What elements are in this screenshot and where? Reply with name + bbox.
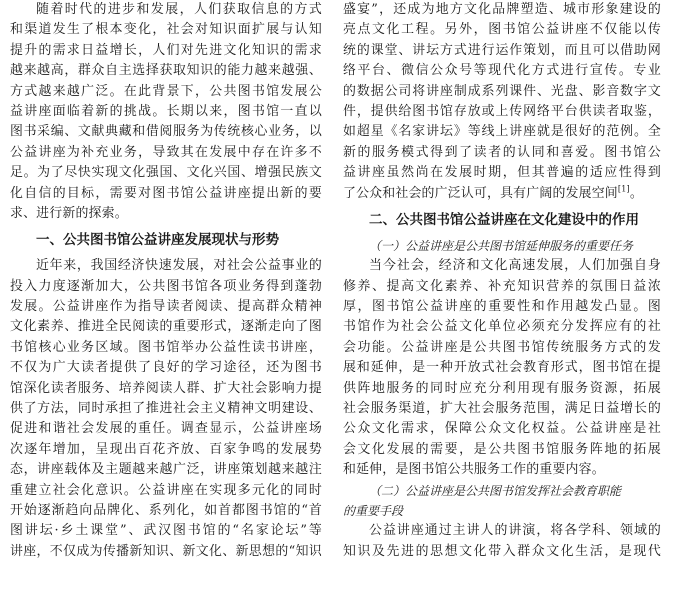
subsection-heading-1: （一）公益讲座是公共图书馆延伸服务的重要任务 (369, 238, 634, 253)
subsection-heading-2-cont: 的重要手段 (343, 503, 404, 518)
text-line: 方式越来越广泛。在此背景下，公共图书馆发展公 (10, 83, 322, 99)
text-line: 图书采编、文献典藏和借阅服务为传统核心业务，以 (10, 124, 322, 140)
text-line-body: 了公众和社会的广泛认可，具有广阔的发展空间 (343, 185, 618, 201)
text-line: 书馆核心业务区域。图书馆举办公益性读书讲座， (10, 339, 322, 355)
text-line: 和渠道发生了根本变化，社会对知识面扩展与认知 (10, 22, 322, 38)
section-heading-2 (343, 204, 661, 236)
section-heading-1 (10, 224, 322, 256)
text-line: 知识及先进的思想文化带入群众文化生活，是现代 (343, 543, 661, 559)
text-line: 和延伸，是图书馆公共服务工作的重要内容。 (343, 462, 605, 478)
text-line: 如超星《名家讲坛》等线上讲座就是很好的范例。全 (343, 124, 661, 140)
text-line: 供阵地服务的同时应充分利用现有服务资源，拓展 (343, 380, 661, 396)
text-line: 公益讲座为补充业务，导致其在发展中存在许多不 (10, 144, 322, 160)
text-line: 越来越高，群众自主选择获取知识的能力越来越强、 (10, 63, 322, 79)
text-line: 近年来，我国经济快速发展，对社会公益事业的 (36, 258, 322, 274)
text-line: 化自信的目标，需要对图书馆公益讲座提出新的要 (10, 185, 322, 201)
text-line: 新的服务模式得到了读者的认同和喜爱。图书馆公 (343, 144, 661, 160)
subsection-heading-2: （二）公益讲座是公共图书馆发挥社会教育职能 (369, 483, 622, 498)
text-line: 文化素养、推进全民阅读的重要形式，逐渐走向了图 (10, 319, 322, 335)
text-line: 求、进行新的探索。 (10, 205, 128, 221)
text-line: 络平台、微信公众号等现代化方式进行宣传。专业 (343, 63, 661, 79)
text-line: 图讲坛·乡土课堂”、武汉图书馆的“名家论坛”等 (10, 523, 322, 539)
text-line: 随着时代的进步和发展，人们获取信息的方式 (36, 2, 322, 17)
right-column (343, 0, 661, 562)
text-line-period: 。 (629, 185, 643, 201)
text-line (343, 184, 661, 204)
text-line: 次逐年增加，呈现出百花齐放、百家争鸣的发展势 (10, 441, 322, 457)
text-line: 益讲座虽然尚在发展时期，但其普遍的适应性得到 (343, 165, 661, 181)
text-line: 不仅为广大读者提供了良好的学习途径，还为图书 (10, 360, 322, 376)
text-line: 统的课堂、讲坛方式进行运作策划，而且可以借助网 (343, 42, 661, 58)
text-line: 件，提供给图书馆存放或上传网络平台供读者取鉴， (343, 103, 661, 119)
text-line: 社会服务渠道，扩大社会服务范围，满足日益增长的 (343, 401, 661, 417)
text-line: 发展。公益讲座作为指导读者阅读、提高群众精神 (10, 299, 322, 315)
text-line: 会功能。公益讲座是公共图书馆传统服务方式的发 (343, 339, 661, 355)
text-line: 书馆作为社会公益文化单位必须充分发挥应有的社 (343, 319, 661, 335)
section-heading-2-text: 二、公共图书馆公益讲座在文化建设中的作用 (369, 211, 639, 228)
section-heading-1-text: 一、公共图书馆公益讲座发展现状与形势 (36, 232, 279, 249)
text-line: 开始逐渐趋向品牌化、系列化，如首都图书馆的“首 (10, 502, 322, 518)
text-line: 公益讲座通过主讲人的讲演，将各学科、领域的 (369, 523, 661, 539)
text-line: 展和延伸，是一种开放式社会教育形式，图书馆在提 (343, 360, 661, 376)
left-column (10, 0, 322, 562)
text-line: 供了方法，同时承担了推进社会主义精神文明建设、 (10, 401, 322, 417)
text-line: 提升的需求日益增长，人们对先进文化知识的需求 (10, 42, 322, 58)
text-line: 投入力度逐渐加大，公共图书馆各项业务得到蓬勃 (10, 278, 322, 294)
text-line: 促进和谐社会发展的重任。调查显示，公益讲座场 (10, 421, 322, 437)
text-line: 态，讲座载体及主题越来越广泛，讲座策划越来越注 (10, 462, 322, 478)
text-line: 当今社会，经济和文化高速发展，人们加强自身 (369, 258, 661, 274)
text-line: 的数据公司将讲座制成系列课件、光盘、影音数字文 (343, 83, 661, 99)
text-line: 讲座，不仅成为传播新知识、新文化、新思想的“知识 (10, 543, 322, 559)
text-line: 公众文化需求，保障公众文化权益。公益讲座是社 (343, 421, 661, 437)
text-line: 重建立社会化意识。公益讲座在实现多元化的同时 (10, 482, 322, 498)
text-line: 盛宴”，还成为地方文化品牌塑造、城市形象建设的 (343, 2, 661, 17)
text-line: 馆深化读者服务、培养阅读人群、扩大社会影响力提 (10, 380, 322, 396)
text-line: 足。为了尽快实现文化强国、文化兴国、增强民族文 (10, 165, 322, 181)
text-line: 益讲座面临着新的挑战。长期以来，图书馆一直以 (10, 103, 322, 119)
text-line: 修养、提高文化素养、补充知识营养的氛围日益浓 (343, 278, 661, 294)
citation-marker: [1] (617, 184, 630, 194)
text-line: 亮点文化工程。另外，图书馆公益讲座不仅能以传 (343, 22, 661, 38)
text-line: 会文化发展的需要，是公共图书馆服务阵地的拓展 (343, 441, 661, 457)
text-line: 厚，图书馆公益讲座的重要性和作用越发凸显。图 (343, 299, 661, 315)
